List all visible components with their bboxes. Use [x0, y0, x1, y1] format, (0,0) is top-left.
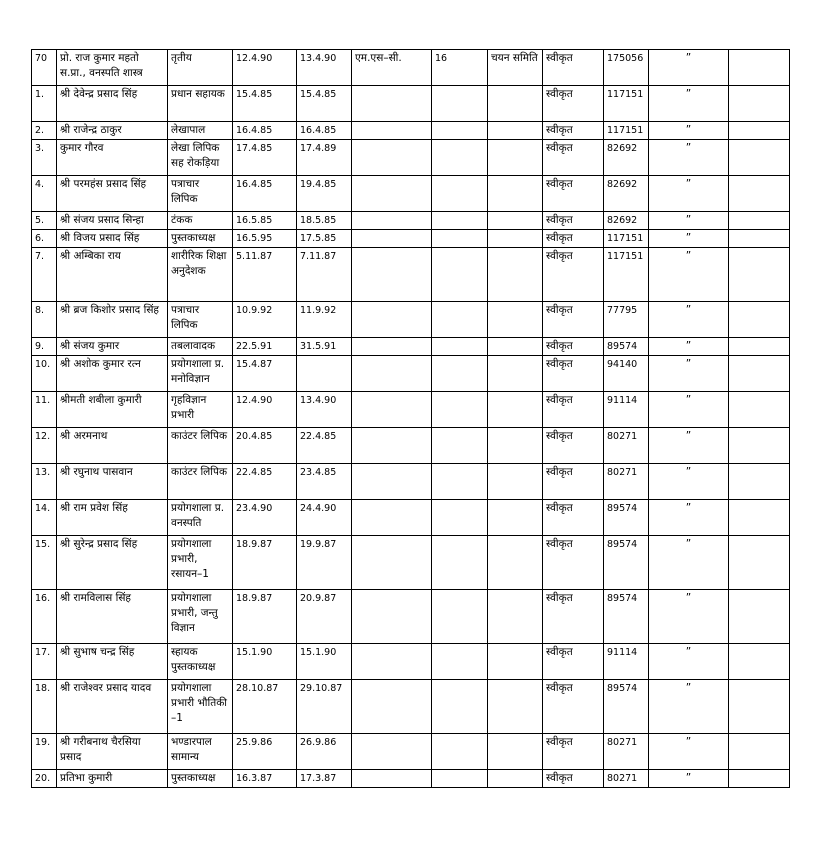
qualification-cell [352, 230, 432, 248]
post-cell: काउंटर लिपिक [168, 428, 233, 464]
qualification-cell [352, 734, 432, 770]
grade-cell [432, 428, 488, 464]
appointment-date-cell: 20.4.85 [233, 428, 297, 464]
serial-no-cell: 11. [32, 392, 57, 428]
amount-cell: 89574 [604, 338, 649, 356]
committee-cell [488, 680, 543, 734]
serial-no-cell: 7. [32, 248, 57, 302]
ditto-mark-cell: ” [649, 680, 729, 734]
status-cell: स्वीकृत [543, 536, 604, 590]
employee-name-cell: श्री सुरेन्द्र प्रसाद सिंह [57, 536, 168, 590]
serial-no-cell: 13. [32, 464, 57, 500]
amount-cell: 82692 [604, 212, 649, 230]
post-cell: प्रयोगशाला प्र. वनस्पति [168, 500, 233, 536]
appointment-date-cell: 18.9.87 [233, 590, 297, 644]
status-cell: स्वीकृत [543, 644, 604, 680]
grade-cell [432, 356, 488, 392]
remarks-cell [729, 680, 790, 734]
ditto-mark-cell: ” [649, 536, 729, 590]
ditto-mark-cell: ” [649, 248, 729, 302]
employee-name-cell: श्रीमती शबीला कुमारी [57, 392, 168, 428]
committee-cell [488, 500, 543, 536]
joining-date-cell: 19.9.87 [297, 536, 352, 590]
joining-date-cell: 20.9.87 [297, 590, 352, 644]
serial-no-cell: 16. [32, 590, 57, 644]
status-cell: स्वीकृत [543, 176, 604, 212]
amount-cell: 94140 [604, 356, 649, 392]
table-row [32, 122, 790, 140]
committee-cell [488, 248, 543, 302]
employee-name-cell: श्री रघुनाथ पासवान [57, 464, 168, 500]
table-row [32, 500, 790, 536]
committee-cell [488, 230, 543, 248]
remarks-cell [729, 770, 790, 788]
remarks-cell [729, 392, 790, 428]
appointment-date-cell: 18.9.87 [233, 536, 297, 590]
amount-cell: 82692 [604, 176, 649, 212]
employee-name-cell: श्री अशोक कुमार रत्न [57, 356, 168, 392]
post-cell: गृहविज्ञान प्रभारी [168, 392, 233, 428]
committee-cell [488, 356, 543, 392]
ditto-mark-cell: ” [649, 392, 729, 428]
status-cell: स्वीकृत [543, 590, 604, 644]
appointment-date-cell: 25.9.86 [233, 734, 297, 770]
appointment-date-cell: 15.4.85 [233, 86, 297, 122]
joining-date-cell: 26.9.86 [297, 734, 352, 770]
amount-cell: 77795 [604, 302, 649, 338]
joining-date-cell: 23.4.85 [297, 464, 352, 500]
joining-date-cell: 29.10.87 [297, 680, 352, 734]
grade-cell [432, 302, 488, 338]
employee-name-cell: श्री ब्रज किशोर प्रसाद सिंह [57, 302, 168, 338]
committee-cell [488, 428, 543, 464]
ditto-mark-cell: ” [649, 176, 729, 212]
remarks-cell [729, 50, 790, 86]
serial-no-cell: 9. [32, 338, 57, 356]
employee-name-cell: श्री सुभाष चन्द्र सिंह [57, 644, 168, 680]
appointment-date-cell: 5.11.87 [233, 248, 297, 302]
serial-no-cell: 8. [32, 302, 57, 338]
table-row [32, 50, 790, 86]
serial-no-cell: 18. [32, 680, 57, 734]
grade-cell [432, 140, 488, 176]
table-row [32, 680, 790, 734]
employee-name-cell: श्री राजेन्द्र ठाकुर [57, 122, 168, 140]
grade-cell [432, 590, 488, 644]
status-cell: स्वीकृत [543, 392, 604, 428]
remarks-cell [729, 734, 790, 770]
remarks-cell [729, 644, 790, 680]
ditto-mark-cell: ” [649, 590, 729, 644]
appointment-date-cell: 16.3.87 [233, 770, 297, 788]
status-cell: स्वीकृत [543, 680, 604, 734]
table-row [32, 140, 790, 176]
employee-name-cell: प्रतिभा कुमारी [57, 770, 168, 788]
table-row [32, 302, 790, 338]
amount-cell: 80271 [604, 734, 649, 770]
table-row [32, 86, 790, 122]
table-row [32, 212, 790, 230]
ditto-mark-cell: ” [649, 302, 729, 338]
employee-name-cell: श्री परमहंस प्रसाद सिंह [57, 176, 168, 212]
serial-no-cell: 19. [32, 734, 57, 770]
ditto-mark-cell: ” [649, 338, 729, 356]
committee-cell [488, 212, 543, 230]
employee-name-cell: श्री अम्बिका राय [57, 248, 168, 302]
serial-no-cell: 70 [32, 50, 57, 86]
amount-cell: 80271 [604, 428, 649, 464]
qualification-cell [352, 248, 432, 302]
amount-cell: 117151 [604, 122, 649, 140]
appointment-date-cell: 16.5.85 [233, 212, 297, 230]
amount-cell: 89574 [604, 500, 649, 536]
post-cell: लेखापाल [168, 122, 233, 140]
ditto-mark-cell: ” [649, 500, 729, 536]
grade-cell [432, 644, 488, 680]
qualification-cell [352, 464, 432, 500]
amount-cell: 91114 [604, 644, 649, 680]
post-cell: प्रयोगशाला प्रभारी, रसायन–1 [168, 536, 233, 590]
serial-no-cell: 15. [32, 536, 57, 590]
committee-cell [488, 122, 543, 140]
qualification-cell [352, 122, 432, 140]
post-cell: लेखा लिपिक सह रोकड़िया [168, 140, 233, 176]
ditto-mark-cell: ” [649, 86, 729, 122]
remarks-cell [729, 176, 790, 212]
table-row [32, 356, 790, 392]
employee-name-cell: कुमार गौरव [57, 140, 168, 176]
grade-cell [432, 122, 488, 140]
remarks-cell [729, 464, 790, 500]
qualification-cell [352, 644, 432, 680]
joining-date-cell: 16.4.85 [297, 122, 352, 140]
status-cell: स्वीकृत [543, 428, 604, 464]
qualification-cell [352, 212, 432, 230]
committee-cell [488, 464, 543, 500]
post-cell: टंकक [168, 212, 233, 230]
post-cell: शारीरिक शिक्षा अनुदेशक [168, 248, 233, 302]
grade-cell [432, 248, 488, 302]
serial-no-cell: 14. [32, 500, 57, 536]
amount-cell: 175056 [604, 50, 649, 86]
remarks-cell [729, 536, 790, 590]
appointment-date-cell: 15.4.87 [233, 356, 297, 392]
joining-date-cell: 13.4.90 [297, 50, 352, 86]
grade-cell [432, 338, 488, 356]
post-cell: प्रयोगशाला प्रभारी भौतिकी –1 [168, 680, 233, 734]
status-cell: स्वीकृत [543, 356, 604, 392]
joining-date-cell: 31.5.91 [297, 338, 352, 356]
qualification-cell [352, 338, 432, 356]
employee-name-cell: श्री राजेश्वर प्रसाद यादव [57, 680, 168, 734]
committee-cell [488, 338, 543, 356]
grade-cell: 16 [432, 50, 488, 86]
appointment-date-cell: 12.4.90 [233, 392, 297, 428]
joining-date-cell: 17.5.85 [297, 230, 352, 248]
table-row [32, 392, 790, 428]
qualification-cell: एम.एस–सी. [352, 50, 432, 86]
remarks-cell [729, 212, 790, 230]
remarks-cell [729, 500, 790, 536]
joining-date-cell [297, 356, 352, 392]
appointment-date-cell: 15.1.90 [233, 644, 297, 680]
table-row [32, 644, 790, 680]
post-cell: भण्डारपाल सामान्य [168, 734, 233, 770]
appointment-date-cell: 16.4.85 [233, 176, 297, 212]
table-row [32, 590, 790, 644]
joining-date-cell: 15.1.90 [297, 644, 352, 680]
committee-cell [488, 536, 543, 590]
grade-cell [432, 770, 488, 788]
qualification-cell [352, 680, 432, 734]
appointment-date-cell: 22.5.91 [233, 338, 297, 356]
post-cell: काउंटर लिपिक [168, 464, 233, 500]
serial-no-cell: 12. [32, 428, 57, 464]
remarks-cell [729, 230, 790, 248]
serial-no-cell: 17. [32, 644, 57, 680]
employee-name-cell: श्री अरमनाथ [57, 428, 168, 464]
post-cell: प्रधान सहायक [168, 86, 233, 122]
joining-date-cell: 18.5.85 [297, 212, 352, 230]
employee-name-cell: श्री संजय कुमार [57, 338, 168, 356]
amount-cell: 117151 [604, 248, 649, 302]
table-row [32, 176, 790, 212]
amount-cell: 89574 [604, 536, 649, 590]
joining-date-cell: 17.4.89 [297, 140, 352, 176]
joining-date-cell: 11.9.92 [297, 302, 352, 338]
appointment-date-cell: 10.9.92 [233, 302, 297, 338]
remarks-cell [729, 338, 790, 356]
committee-cell [488, 176, 543, 212]
serial-no-cell: 5. [32, 212, 57, 230]
serial-no-cell: 1. [32, 86, 57, 122]
post-cell: तबलावादक [168, 338, 233, 356]
employee-name-cell: प्रो. राज कुमार महतो स.प्रा., वनस्पति शास्त्र [57, 50, 168, 86]
qualification-cell [352, 356, 432, 392]
amount-cell: 80271 [604, 464, 649, 500]
amount-cell: 82692 [604, 140, 649, 176]
post-cell: पुस्तकाध्यक्ष [168, 230, 233, 248]
serial-no-cell: 3. [32, 140, 57, 176]
amount-cell: 117151 [604, 230, 649, 248]
table-row [32, 230, 790, 248]
employee-name-cell: श्री विजय प्रसाद सिंह [57, 230, 168, 248]
qualification-cell [352, 770, 432, 788]
table-row [32, 536, 790, 590]
ditto-mark-cell: ” [649, 122, 729, 140]
appointment-date-cell: 17.4.85 [233, 140, 297, 176]
joining-date-cell: 7.11.87 [297, 248, 352, 302]
committee-cell [488, 86, 543, 122]
serial-no-cell: 6. [32, 230, 57, 248]
status-cell: स्वीकृत [543, 500, 604, 536]
table-row [32, 770, 790, 788]
grade-cell [432, 212, 488, 230]
employee-name-cell: श्री देवेन्द्र प्रसाद सिंह [57, 86, 168, 122]
status-cell: स्वीकृत [543, 122, 604, 140]
ditto-mark-cell: ” [649, 464, 729, 500]
appointment-date-cell: 12.4.90 [233, 50, 297, 86]
committee-cell [488, 734, 543, 770]
ditto-mark-cell: ” [649, 356, 729, 392]
table-row [32, 248, 790, 302]
qualification-cell [352, 590, 432, 644]
committee-cell [488, 770, 543, 788]
grade-cell [432, 392, 488, 428]
amount-cell: 117151 [604, 86, 649, 122]
committee-cell [488, 302, 543, 338]
qualification-cell [352, 140, 432, 176]
post-cell: तृतीय [168, 50, 233, 86]
grade-cell [432, 230, 488, 248]
employee-name-cell: श्री गरीबनाथ चैरसिया प्रसाद [57, 734, 168, 770]
status-cell: स्वीकृत [543, 248, 604, 302]
remarks-cell [729, 248, 790, 302]
post-cell: स्हायक पुस्तकाध्यक्ष [168, 644, 233, 680]
serial-no-cell: 10. [32, 356, 57, 392]
post-cell: पत्राचार लिपिक [168, 176, 233, 212]
employee-name-cell: श्री रामविलास सिंह [57, 590, 168, 644]
qualification-cell [352, 302, 432, 338]
ditto-mark-cell: ” [649, 230, 729, 248]
qualification-cell [352, 428, 432, 464]
grade-cell [432, 464, 488, 500]
committee-cell [488, 392, 543, 428]
table-row [32, 734, 790, 770]
employee-name-cell: श्री राम प्रवेश सिंह [57, 500, 168, 536]
grade-cell [432, 86, 488, 122]
joining-date-cell: 19.4.85 [297, 176, 352, 212]
employee-name-cell: श्री संजय प्रसाद सिन्हा [57, 212, 168, 230]
post-cell: प्रयोगशाला प्रभारी, जन्तु विज्ञान [168, 590, 233, 644]
post-cell: प्रयोगशाला प्र. मनोविज्ञान [168, 356, 233, 392]
remarks-cell [729, 86, 790, 122]
ditto-mark-cell: ” [649, 734, 729, 770]
committee-cell [488, 140, 543, 176]
staff-register-table [31, 49, 790, 788]
joining-date-cell: 22.4.85 [297, 428, 352, 464]
remarks-cell [729, 590, 790, 644]
remarks-cell [729, 302, 790, 338]
appointment-date-cell: 28.10.87 [233, 680, 297, 734]
status-cell: स्वीकृत [543, 770, 604, 788]
post-cell: पुस्तकाध्यक्ष [168, 770, 233, 788]
appointment-date-cell: 16.5.95 [233, 230, 297, 248]
ditto-mark-cell: ” [649, 770, 729, 788]
status-cell: स्वीकृत [543, 734, 604, 770]
status-cell: स्वीकृत [543, 140, 604, 176]
qualification-cell [352, 176, 432, 212]
amount-cell: 89574 [604, 590, 649, 644]
serial-no-cell: 4. [32, 176, 57, 212]
grade-cell [432, 734, 488, 770]
table-row [32, 338, 790, 356]
grade-cell [432, 536, 488, 590]
amount-cell: 91114 [604, 392, 649, 428]
table-row [32, 464, 790, 500]
amount-cell: 89574 [604, 680, 649, 734]
status-cell: स्वीकृत [543, 86, 604, 122]
register-body [32, 50, 790, 788]
remarks-cell [729, 428, 790, 464]
remarks-cell [729, 356, 790, 392]
qualification-cell [352, 500, 432, 536]
committee-cell: चयन समिति [488, 50, 543, 86]
serial-no-cell: 2. [32, 122, 57, 140]
qualification-cell [352, 536, 432, 590]
status-cell: स्वीकृत [543, 338, 604, 356]
ditto-mark-cell: ” [649, 140, 729, 176]
ditto-mark-cell: ” [649, 212, 729, 230]
qualification-cell [352, 392, 432, 428]
status-cell: स्वीकृत [543, 50, 604, 86]
serial-no-cell: 20. [32, 770, 57, 788]
remarks-cell [729, 140, 790, 176]
ditto-mark-cell: ” [649, 428, 729, 464]
grade-cell [432, 176, 488, 212]
amount-cell: 80271 [604, 770, 649, 788]
table-row [32, 428, 790, 464]
committee-cell [488, 590, 543, 644]
ditto-mark-cell: ” [649, 50, 729, 86]
joining-date-cell: 17.3.87 [297, 770, 352, 788]
appointment-date-cell: 16.4.85 [233, 122, 297, 140]
status-cell: स्वीकृत [543, 230, 604, 248]
post-cell: पत्राचार लिपिक [168, 302, 233, 338]
appointment-date-cell: 23.4.90 [233, 500, 297, 536]
status-cell: स्वीकृत [543, 302, 604, 338]
appointment-date-cell: 22.4.85 [233, 464, 297, 500]
joining-date-cell: 13.4.90 [297, 392, 352, 428]
grade-cell [432, 680, 488, 734]
committee-cell [488, 644, 543, 680]
grade-cell [432, 500, 488, 536]
ditto-mark-cell: ” [649, 644, 729, 680]
status-cell: स्वीकृत [543, 212, 604, 230]
joining-date-cell: 15.4.85 [297, 86, 352, 122]
remarks-cell [729, 122, 790, 140]
joining-date-cell: 24.4.90 [297, 500, 352, 536]
qualification-cell [352, 86, 432, 122]
status-cell: स्वीकृत [543, 464, 604, 500]
